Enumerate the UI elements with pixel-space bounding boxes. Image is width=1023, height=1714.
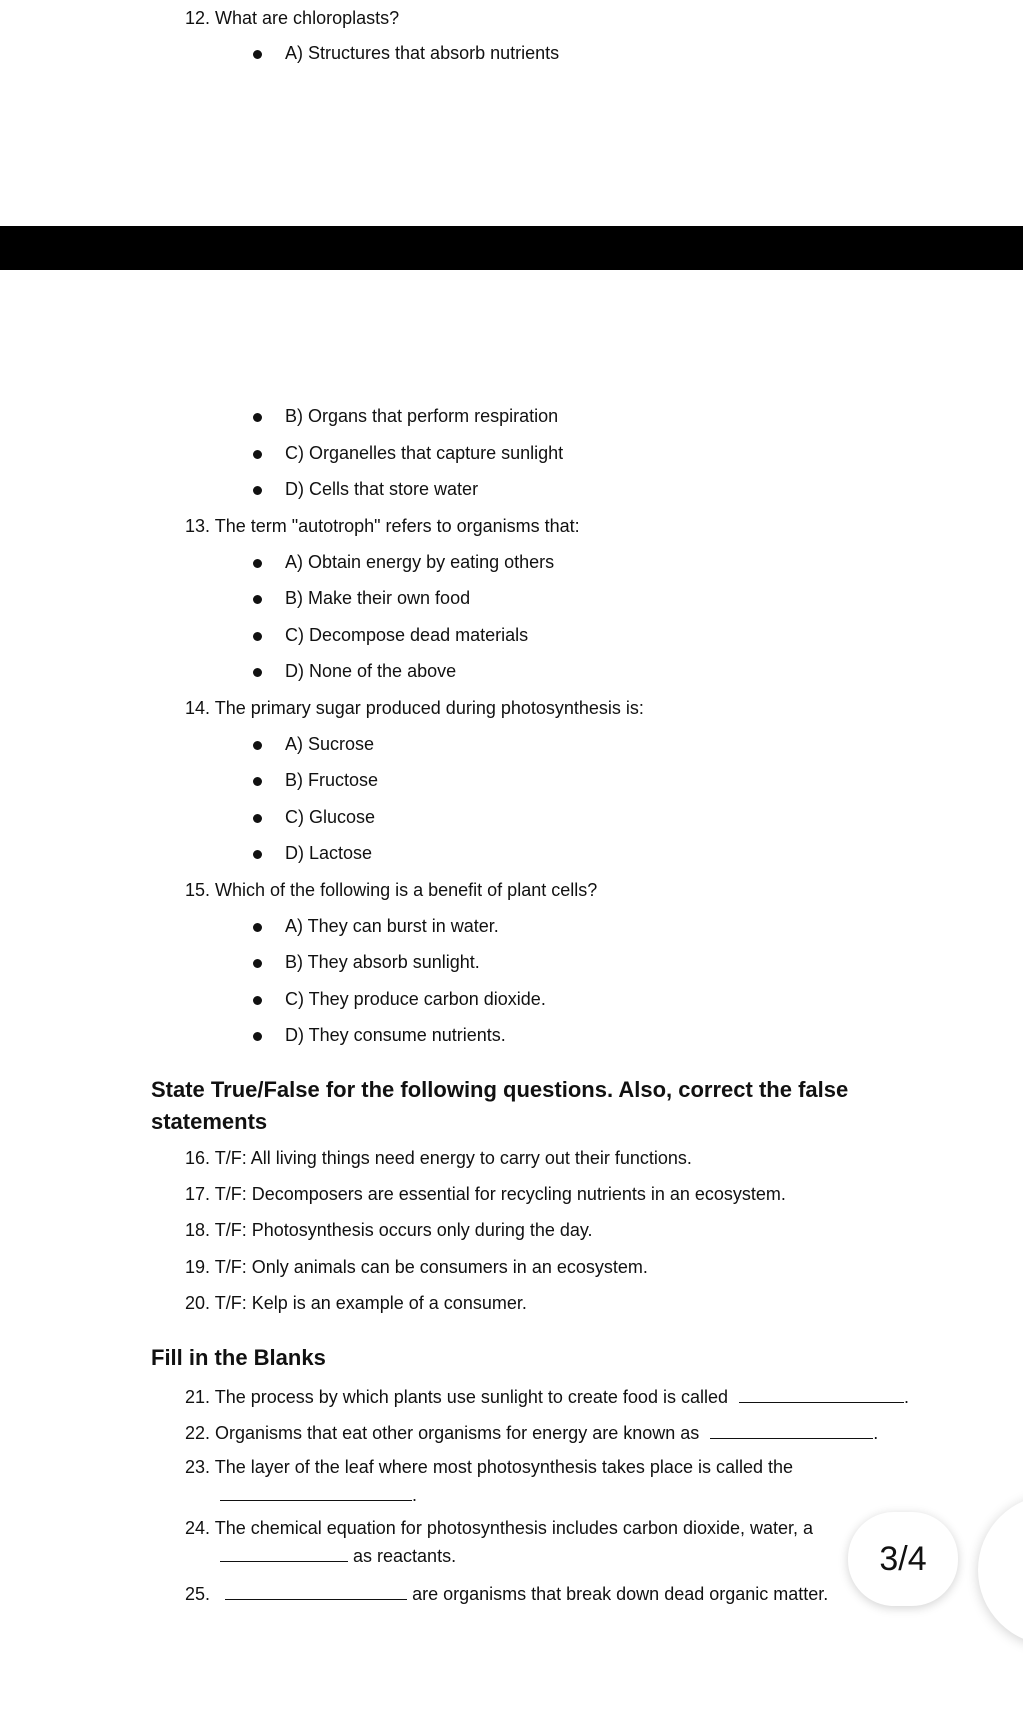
q13-option-c: C) Decompose dead materials: [285, 625, 529, 645]
fill-item-22-text: 22. Organisms that eat other organisms for energy are known as: [185, 1423, 700, 1443]
q15-option-c: C) They produce carbon dioxide.: [285, 989, 546, 1009]
redaction-bar: [0, 226, 1023, 270]
fill-item-24-line2: [220, 1543, 456, 1567]
period: .: [412, 1485, 418, 1505]
q15-option-b: B) They absorb sunlight.: [285, 952, 480, 972]
q13-option-b: B) Make their own food: [285, 588, 471, 608]
question-13: 13. The term "autotroph" refers to organisms that:: [185, 516, 580, 536]
bullet-icon: [253, 559, 262, 568]
bullet-icon: [253, 668, 262, 677]
bullet-icon: [253, 1032, 262, 1041]
q12-option-a: A) Structures that absorb nutrients: [285, 43, 560, 63]
page-indicator-text: 3/4: [879, 1539, 927, 1578]
q14-option-d: D) Lactose: [285, 843, 373, 863]
q12-option-c: C) Organelles that capture sunlight: [285, 443, 564, 463]
bullet-icon: [253, 741, 262, 750]
fill-item-24-tail: as reactants.: [353, 1546, 457, 1566]
bullet-icon: [253, 850, 262, 859]
bullet-icon: [253, 486, 262, 495]
bullet-icon: [253, 814, 262, 823]
bullet-icon: [253, 996, 262, 1005]
fill-item-23: 23. The layer of the leaf where most photosynthesis takes place is called the: [185, 1457, 794, 1477]
tf-item-17: 17. T/F: Decomposers are essential for recycling nutrients in an ecosystem.: [185, 1184, 786, 1204]
bullet-icon: [253, 450, 262, 459]
question-14: 14. The primary sugar produced during photosynthesis is:: [185, 698, 644, 718]
fill-item-25: [185, 1581, 828, 1605]
bullet-icon: [253, 777, 262, 786]
question-12: 12. What are chloroplasts?: [185, 8, 400, 28]
fill-item-21-text: 21. The process by which plants use sunlight to create food is called: [185, 1387, 728, 1407]
bullet-icon: [253, 923, 262, 932]
fill-item-21: [185, 1384, 909, 1408]
q13-option-a: A) Obtain energy by eating others: [285, 552, 555, 572]
answer-blank-24[interactable]: [220, 1543, 348, 1562]
q15-option-a: A) They can burst in water.: [285, 916, 499, 936]
fill-blanks-heading: Fill in the Blanks: [151, 1345, 326, 1370]
fill-item-22: [185, 1420, 878, 1444]
true-false-heading-line2: statements: [151, 1109, 268, 1134]
question-15: 15. Which of the following is a benefit of plant cells?: [185, 880, 598, 900]
q15-option-d: D) They consume nutrients.: [285, 1025, 506, 1045]
side-overlay-button[interactable]: [978, 1495, 1023, 1645]
bullet-icon: [253, 50, 262, 59]
true-false-heading: State True/False for the following questions. Also, correct the false: [151, 1077, 849, 1102]
period: .: [904, 1387, 910, 1407]
q13-option-d: D) None of the above: [285, 661, 457, 681]
tf-item-18: 18. T/F: Photosynthesis occurs only during the day.: [185, 1220, 593, 1240]
answer-blank-21[interactable]: [739, 1384, 904, 1403]
bullet-icon: [253, 413, 262, 422]
tf-item-19: 19. T/F: Only animals can be consumers in an ecosystem.: [185, 1257, 648, 1277]
page-indicator: [848, 1512, 958, 1606]
bullet-icon: [253, 959, 262, 968]
q14-option-c: C) Glucose: [285, 807, 376, 827]
tf-item-20: 20. T/F: Kelp is an example of a consumer.: [185, 1293, 527, 1313]
answer-blank-23[interactable]: [220, 1482, 412, 1501]
bullet-icon: [253, 595, 262, 604]
answer-blank-25[interactable]: [225, 1581, 407, 1600]
tf-item-16: 16. T/F: All living things need energy to carry out their functions.: [185, 1148, 692, 1168]
q14-option-a: A) Sucrose: [285, 734, 375, 754]
q14-option-b: B) Fructose: [285, 770, 379, 790]
answer-blank-22[interactable]: [710, 1420, 873, 1439]
bullet-icon: [253, 632, 262, 641]
fill-item-25-number: 25.: [185, 1584, 211, 1604]
fill-item-24: 24. The chemical equation for photosynthesis includes carbon dioxide, water, a: [185, 1518, 814, 1538]
period: .: [873, 1423, 879, 1443]
q12-option-b: B) Organs that perform respiration: [285, 406, 559, 426]
fill-item-25-text: are organisms that break down dead organic matter.: [412, 1584, 829, 1604]
fill-item-23-blank-line: [220, 1482, 417, 1506]
q12-option-d: D) Cells that store water: [285, 479, 479, 499]
